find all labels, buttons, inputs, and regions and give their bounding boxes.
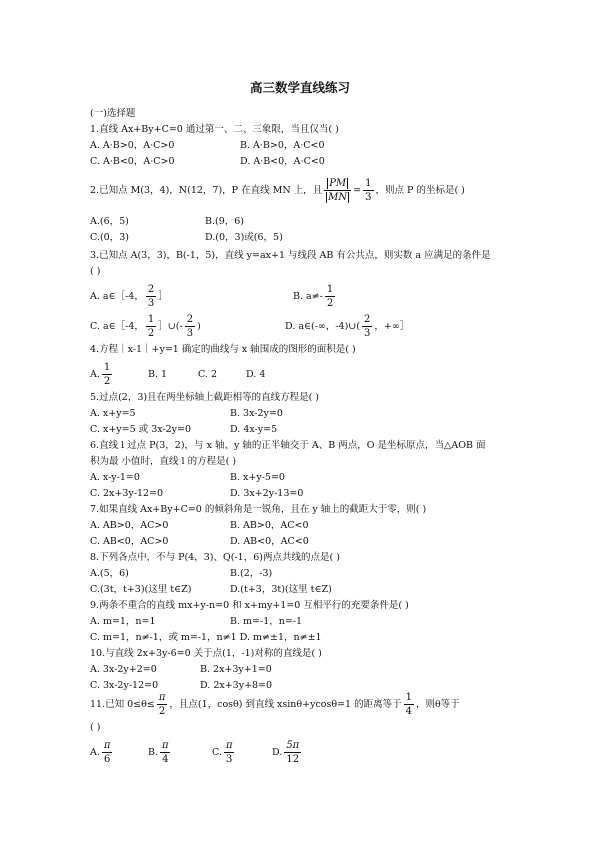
q4-option-b: B. 1 — [148, 369, 168, 380]
q3-c-den-2: 3 — [186, 328, 194, 339]
section-heading: (一)选择题 — [90, 108, 136, 119]
q3-paren: ( ) — [90, 266, 101, 277]
q9-stem: 9.两条不重合的直线 mx+y-n=0 和 x+my+1=0 互相平行的充要条件是( ) — [90, 600, 409, 611]
q11-d-den: 12 — [286, 754, 300, 765]
q11-d-label: D. — [272, 747, 283, 758]
q2-stem-post: ，则点 P 的坐标是( ) — [375, 185, 465, 196]
q3-c-post: ) — [197, 321, 201, 332]
q5-option-d: D. 4x-y=5 — [230, 424, 278, 435]
q6-stem-line-1: 6.直线 l 过点 P(3，2)，与 x 轴、y 轴的正半轴交于 A、B 两点，O 是坐标原点，当△AOB 面 — [90, 440, 486, 451]
q2-option-b: B.(9，6) — [205, 216, 245, 227]
q2-option-d: D.(0，3)或(6，5) — [205, 232, 283, 243]
q2-equals: = — [353, 185, 362, 196]
q10-stem: 10.与直线 2x+3y-6=0 关于点(1，-1)对称的直线是( ) — [90, 648, 322, 659]
q3-d-fraction — [362, 313, 372, 340]
q8-option-d: D.(t+3，3t)(这里 t∈Z) — [230, 584, 332, 595]
q11-stem — [90, 690, 460, 720]
q11-option-c — [212, 738, 237, 768]
q4-option-c: C. 2 — [198, 369, 218, 380]
q5-option-b: B. 3x-2y=0 — [230, 408, 283, 419]
q6-stem-line-2: 积为最 小值时，直线 l 的方程是( ) — [90, 456, 237, 467]
q11-b-label: B. — [148, 747, 159, 758]
q3-a-fraction — [146, 283, 156, 310]
q3-option-b — [293, 282, 337, 312]
q11-d-num: 5π — [286, 740, 300, 751]
q11-theta-den: 2 — [158, 706, 166, 717]
q4-stem: 4.方程｜x-1｜+y=1 确定的曲线与 x 轴围成的图形的面积是( ) — [90, 344, 356, 355]
q3-a-num: 2 — [147, 284, 155, 295]
q3-d-post: ，+∞］ — [374, 321, 410, 332]
q4-option-d: D. 4 — [246, 369, 266, 380]
q11-paren: ( ) — [90, 722, 101, 733]
q11-distance-num: 1 — [405, 692, 412, 703]
q2-option-c: C.(0，3) — [90, 232, 129, 243]
q3-b-pre: B. a≠- — [293, 291, 323, 302]
q3-option-a — [90, 282, 168, 312]
q8-option-a: A.(5，6) — [90, 568, 129, 579]
q4-a-fraction — [102, 361, 112, 388]
q9-option-b: B. m=-1，n=-1 — [230, 616, 303, 627]
q2-ratio-fraction — [324, 177, 351, 204]
q3-d-den: 3 — [363, 328, 371, 339]
q1-stem: 1.直线 Ax+By+C=0 通过第一、二、三象限，当且仅当( ) — [90, 124, 339, 135]
q2-value-fraction — [363, 177, 373, 204]
q3-c-fraction-1 — [146, 313, 156, 340]
q3-c-num-1: 1 — [147, 314, 155, 325]
q11-b-num: π — [162, 740, 169, 751]
q10-option-c: C. 3x-2y-12=0 — [90, 680, 159, 691]
q10-option-a: A. 3x-2y+2=0 — [90, 664, 157, 675]
q3-c-num-2: 2 — [186, 314, 194, 325]
q10-option-b: B. 2x+3y+1=0 — [200, 664, 272, 675]
q5-option-c: C. x+y=5 或 3x-2y=0 — [90, 424, 192, 435]
q2-stem — [90, 176, 465, 206]
q11-d-fraction — [284, 739, 301, 766]
q7-stem: 7.如果直线 Ax+By+C=0 的倾斜角是一锐角，且在 y 轴上的截距大于零，则( ) — [90, 504, 427, 515]
q11-stem-mid: ，且点(1，cosθ) 到直线 xsinθ+ycosθ=1 的距离等于 — [169, 699, 402, 710]
q11-c-num: π — [225, 740, 233, 751]
q11-a-label: A. — [90, 747, 100, 758]
q11-a-den: 6 — [103, 754, 111, 765]
q6-option-b: B. x+y-5=0 — [230, 472, 285, 483]
q6-option-d: D. 3x+2y-13=0 — [230, 488, 304, 499]
q1-option-a: A. A·B>0，A·C>0 — [90, 140, 175, 151]
q11-c-label: C. — [212, 747, 222, 758]
page-title: 高三数学直线练习 — [249, 80, 350, 95]
q7-option-d: D. AB<0，AC<0 — [230, 536, 309, 547]
q5-stem: 5.过点(2，3)且在两坐标轴上截距相等的直线方程是( ) — [90, 392, 319, 403]
q3-stem: 3.已知点 A(3，3)，B(-1，5)，直线 y=ax+1 与线段 AB 有公共点，则实数 a 应满足的条件是 — [90, 250, 491, 261]
q4-a-num: 1 — [103, 362, 111, 373]
q11-stem-pre: 11.已知 0≤θ≤ — [90, 699, 155, 710]
q2-option-a: A.(6，5) — [90, 216, 129, 227]
q5-option-a: A. x+y=5 — [90, 408, 136, 419]
q9-option-a: A. m=1，n=1 — [90, 616, 156, 627]
q3-c-fraction-2 — [185, 313, 195, 340]
q11-c-den: 3 — [226, 754, 233, 765]
q3-c-den-1: 2 — [147, 328, 155, 339]
q2-denominator: MN — [328, 192, 348, 203]
q10-option-d: D. 2x+3y+8=0 — [200, 680, 273, 691]
q3-option-c — [90, 312, 201, 342]
q3-b-fraction — [325, 283, 335, 310]
q9-option-cd: C. m=1，n≠-1，或 m=-1，n≠1 D. m≠±1，n≠±1 — [90, 632, 322, 643]
q11-c-fraction — [224, 739, 235, 766]
q8-stem: 8.下列各点中，不与 P(4，3)、Q(-1，6)两点共线的点是( ) — [90, 552, 340, 563]
q3-a-post: ］ — [158, 291, 168, 302]
q7-option-c: C. AB<0，AC>0 — [90, 536, 169, 547]
q4-option-a — [90, 360, 114, 390]
q6-option-a: A. x-y-1=0 — [90, 472, 140, 483]
q3-c-mid: ］∪(- — [158, 321, 183, 332]
q11-b-fraction — [160, 739, 171, 766]
q11-option-a — [90, 738, 114, 768]
q2-numerator: PM — [329, 178, 347, 189]
q7-option-a: A. AB>0，AC>0 — [90, 520, 169, 531]
q11-stem-post: ，则θ等于 — [416, 699, 460, 710]
q3-d-num: 2 — [363, 314, 371, 325]
q2-value-den: 3 — [365, 192, 372, 203]
q3-a-den: 3 — [147, 298, 155, 309]
q11-theta-num: π — [158, 692, 166, 703]
q3-d-pre: D. a∈(-∞，-4)∪( — [285, 321, 360, 332]
q4-a-pre: A. — [90, 369, 100, 380]
q11-distance-den: 4 — [405, 706, 412, 717]
q1-option-c: C. A·B<0，A·C>0 — [90, 156, 175, 167]
q8-option-c: C.(3t，t+3)(这里 t∈Z) — [90, 584, 192, 595]
q11-b-den: 4 — [162, 754, 169, 765]
q11-option-d — [272, 738, 303, 768]
q2-value-num: 1 — [365, 178, 372, 189]
q6-option-c: C. 2x+3y-12=0 — [90, 488, 164, 499]
q2-stem-pre: 2.已知点 M(3，4)，N(12，7)，P 在直线 MN 上，且 — [90, 185, 323, 196]
q11-a-num: π — [103, 740, 111, 751]
q1-option-d: D. A·B<0，A·C<0 — [240, 156, 325, 167]
q4-a-den: 2 — [103, 376, 111, 387]
q8-option-b: B.(2，-3) — [230, 568, 273, 579]
q7-option-b: B. AB>0，AC<0 — [230, 520, 309, 531]
q1-option-b: B. A·B>0，A·C<0 — [240, 140, 325, 151]
q3-a-pre: A. a∈［-4， — [90, 291, 144, 302]
q11-theta-bound-fraction — [157, 691, 168, 718]
q11-distance-fraction — [404, 691, 414, 718]
q3-option-d — [285, 312, 409, 342]
q3-b-num: 1 — [326, 284, 334, 295]
q3-c-pre: C. a∈［-4， — [90, 321, 144, 332]
q3-b-den: 2 — [326, 298, 334, 309]
q11-a-fraction — [102, 739, 113, 766]
q11-option-b — [148, 738, 173, 768]
